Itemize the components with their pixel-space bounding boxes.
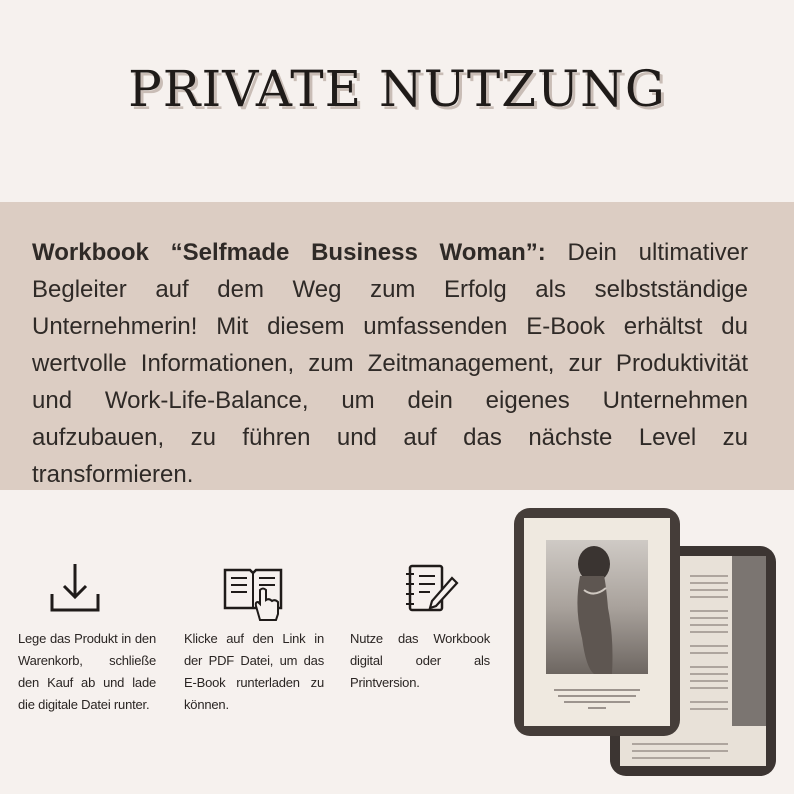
step-3-text: Nutze das Workbook digital oder als Printversion. xyxy=(350,631,490,690)
description-text: Dein ultimativer Begleiter auf dem Weg zum Erfolg als selbstständige Unternehmerin! Mit diesem umfassenden E-Book erhältst du wertvolle Informationen, zum Zeitmanagement, zur Produktivität und Work-Life-Balance, um dein eigenes Unternehmen aufzubauen, zu führen und auf das nächste Level zu transformieren. xyxy=(32,239,748,488)
ebook-cover-photo xyxy=(524,518,670,726)
tablet-front xyxy=(514,508,680,736)
book-click-icon xyxy=(222,562,284,622)
tablet-front-screen xyxy=(524,518,670,726)
page-title: PRIVATE NUTZUNG xyxy=(128,60,666,118)
step-2-text: Klicke auf den Link in der PDF Datei, um das E-Book runterladen zu können. xyxy=(184,631,324,712)
download-icon xyxy=(48,560,102,614)
product-name: Workbook “Selfmade Business Woman”: xyxy=(32,239,546,266)
step-1-text: Lege das Produkt in den Warenkorb, schließe den Kauf ab und lade die digitale Datei runter. xyxy=(18,631,156,712)
product-description xyxy=(32,234,748,493)
notepad-pen-icon xyxy=(404,560,460,616)
